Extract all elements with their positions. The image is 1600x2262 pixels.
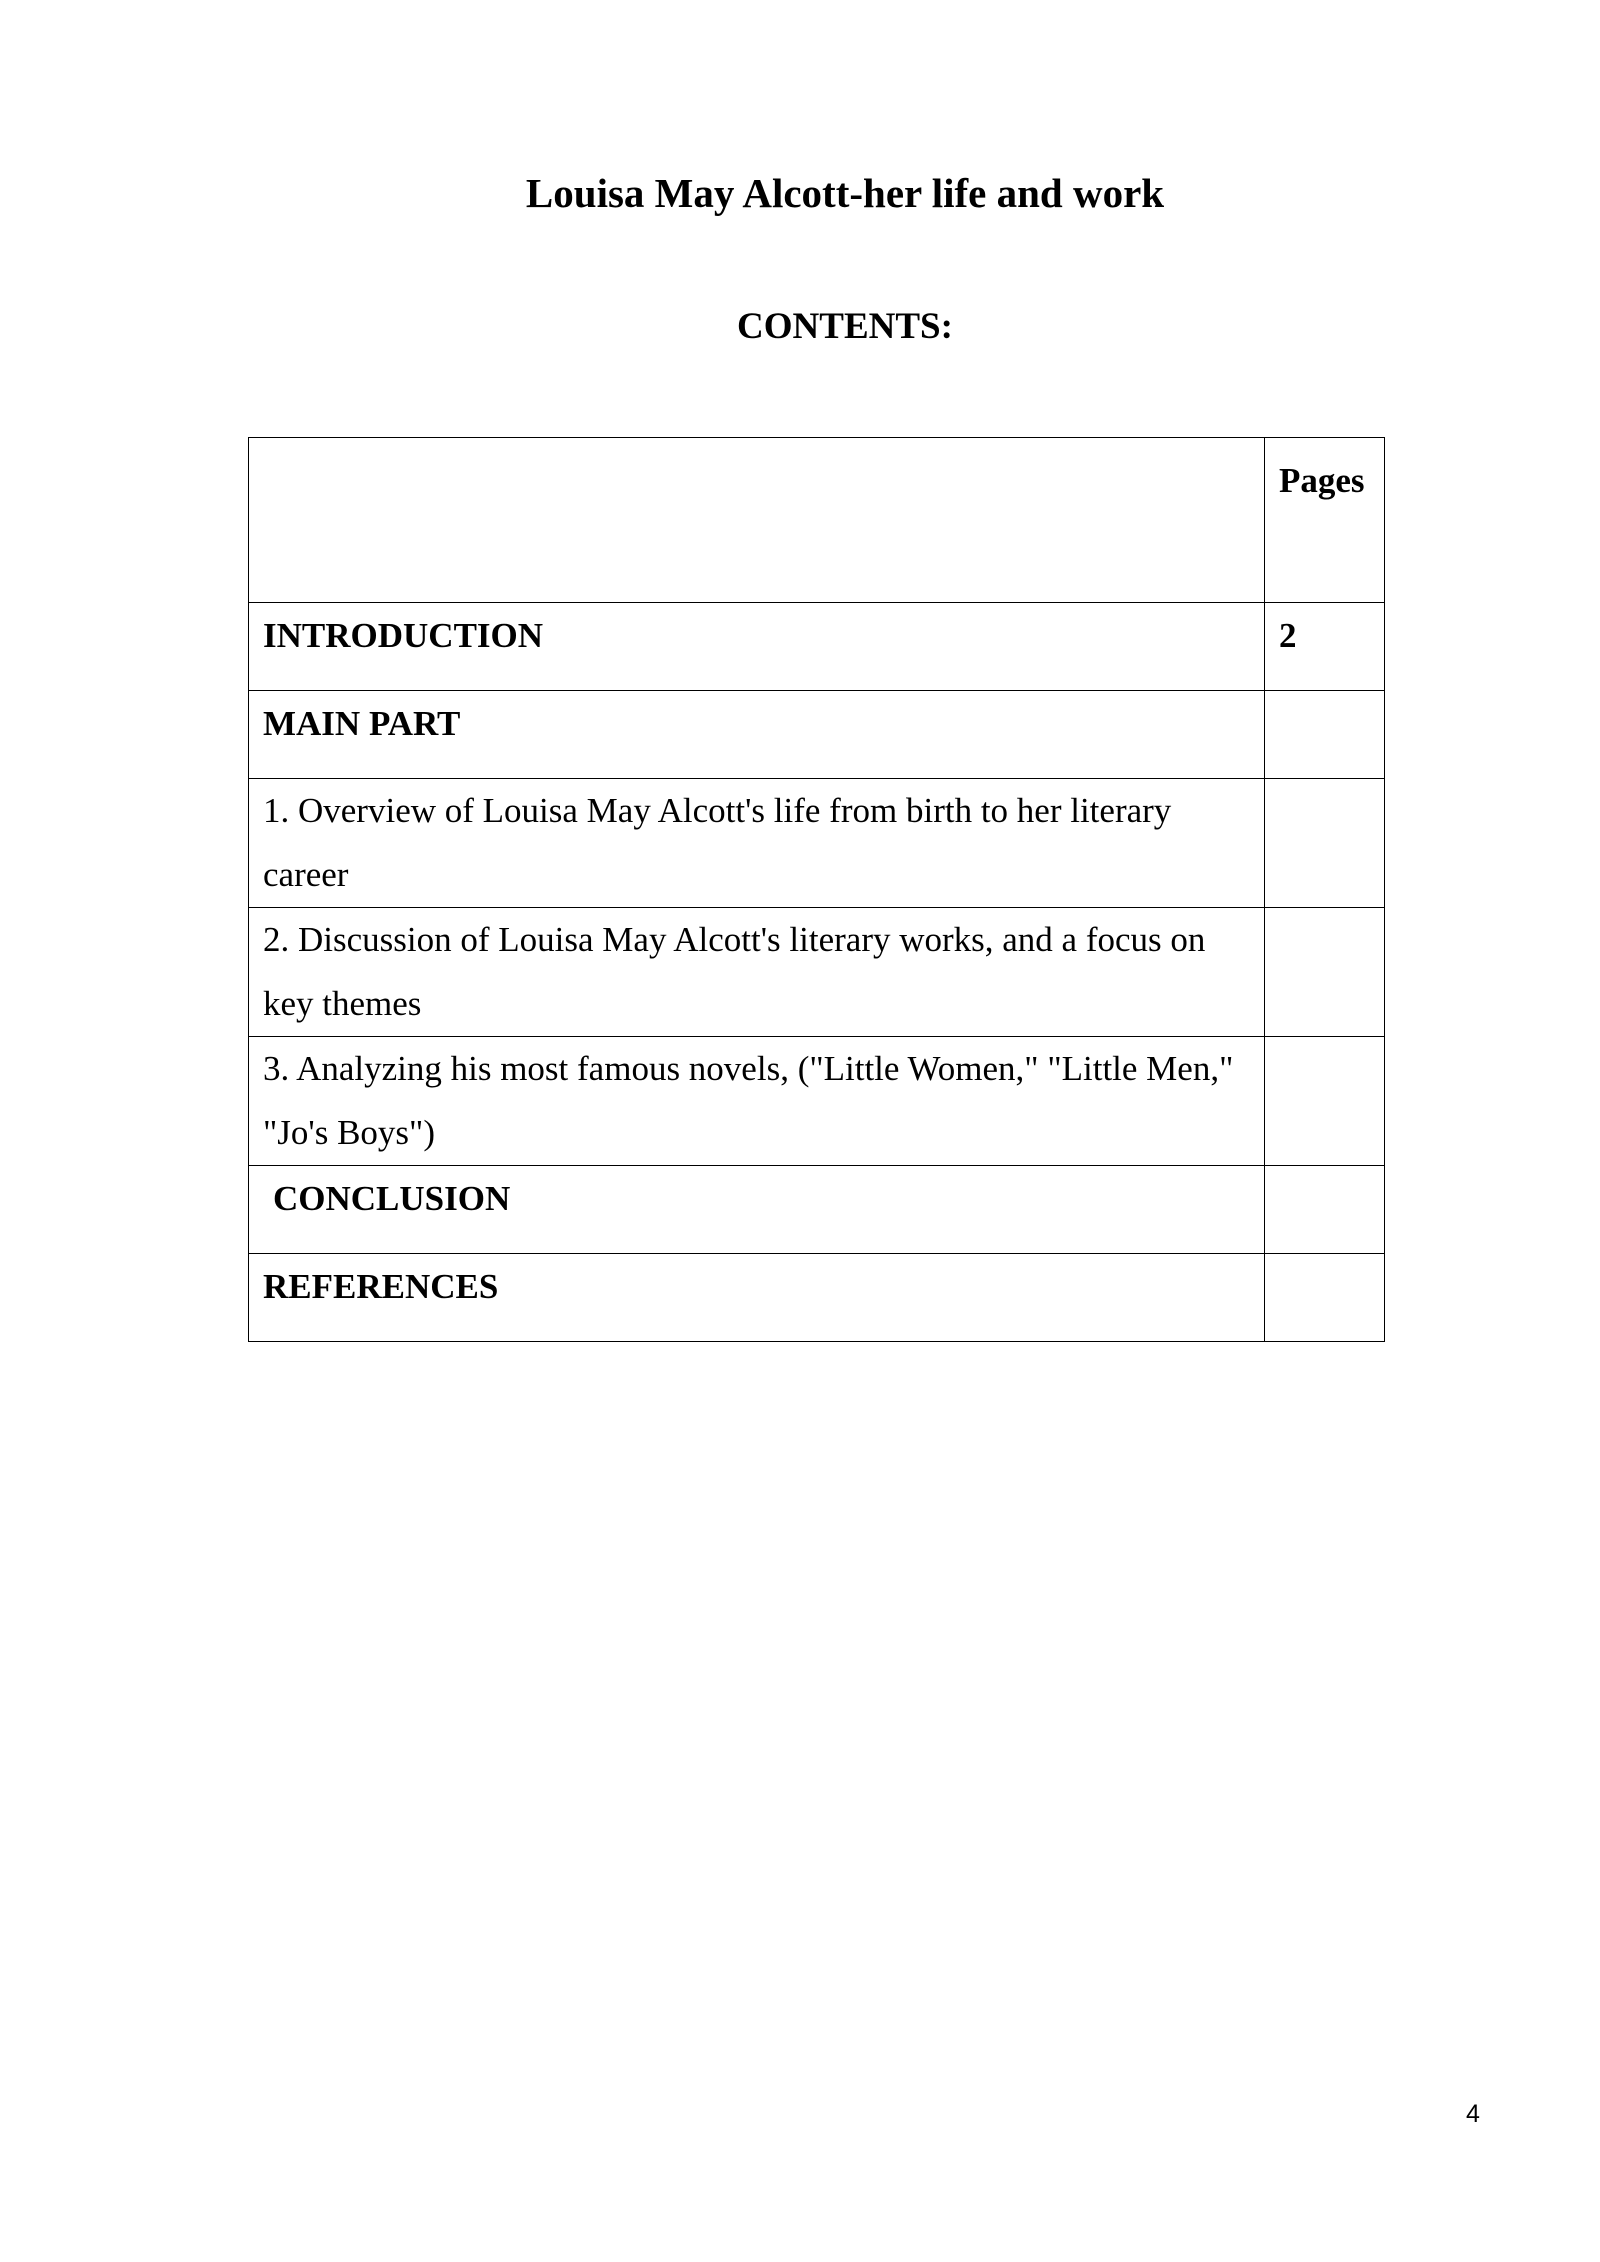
toc-row-label: 3. Analyzing his most famous novels, ("Little Women," "Little Men," "Jo's Boys") [249,1037,1265,1166]
toc-row-page [1265,1254,1385,1342]
toc-row-label: 1. Overview of Louisa May Alcott's life from birth to her literary career [249,779,1265,908]
toc-row-label: INTRODUCTION [249,603,1265,691]
toc-row-references [249,1254,1385,1342]
toc-row-page [1265,691,1385,779]
toc-row-label: CONCLUSION [249,1166,1265,1254]
toc-row-page [1265,908,1385,1037]
toc-row-introduction [249,603,1385,691]
toc-row-page [1265,1166,1385,1254]
toc-row-page [1265,779,1385,908]
toc-row-label: REFERENCES [249,1254,1265,1342]
contents-heading: CONTENTS: [737,306,953,347]
toc-row-item-2 [249,908,1385,1037]
toc-pages-header: Pages [1265,438,1385,603]
toc-row-conclusion [249,1166,1385,1254]
toc-row-item-1 [249,779,1385,908]
toc-header-row [249,438,1385,603]
toc-row-item-3 [249,1037,1385,1166]
page-number: 4 [1466,2100,1480,2128]
toc-header-label-cell [249,438,1265,603]
table-of-contents [248,437,1385,1342]
toc-row-label: MAIN PART [249,691,1265,779]
toc-row-label: 2. Discussion of Louisa May Alcott's literary works, and a focus on key themes [249,908,1265,1037]
toc-row-page: 2 [1265,603,1385,691]
document-title: Louisa May Alcott-her life and work [525,170,1165,216]
toc-row-page [1265,1037,1385,1166]
toc-row-main-part [249,691,1385,779]
